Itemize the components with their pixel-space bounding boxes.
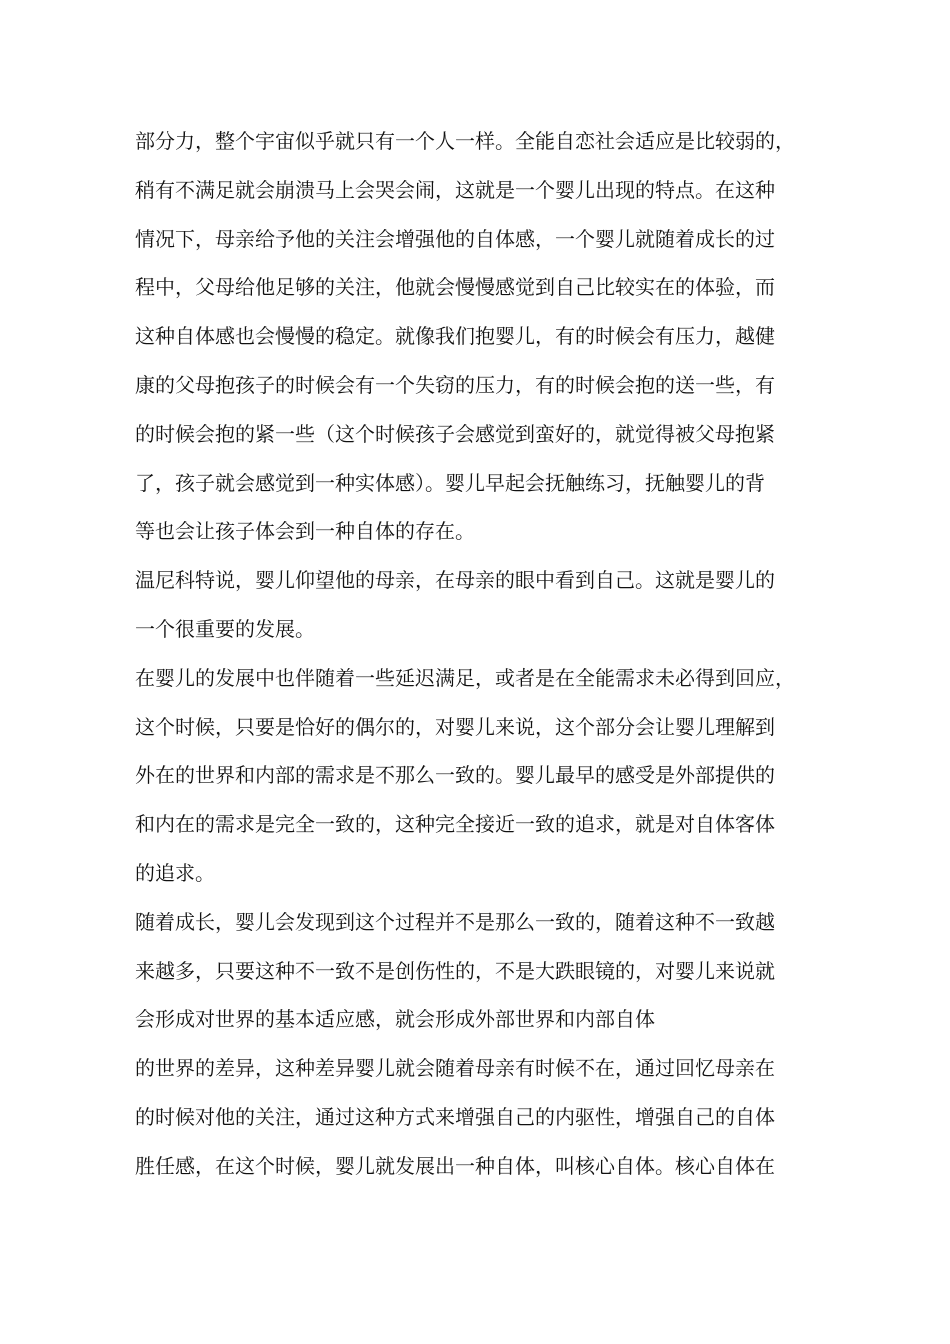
text-line: 的世界的差异，这种差异婴儿就会随着母亲有时候不在，通过回忆母亲在	[135, 1056, 775, 1081]
text-line: 情况下，母亲给予他的关注会增强他的自体感，一个婴儿就随着成长的过	[135, 226, 775, 251]
text-line: 和内在的需求是完全一致的，这种完全接近一致的追求，就是对自体客体	[135, 812, 775, 837]
text-line: 会形成对世界的基本适应感，就会形成外部世界和内部自体	[135, 1007, 655, 1032]
text-line: 的时候会抱的紧一些（这个时候孩子会感觉到蛮好的，就觉得被父母抱紧	[135, 421, 775, 446]
text-line: 康的父母抱孩子的时候会有一个失窃的压力，有的时候会抱的送一些，有	[135, 372, 775, 397]
text-line: 随着成长，婴儿会发现到这个过程并不是那么一致的，随着这种不一致越	[135, 909, 775, 934]
text-line: 一个很重要的发展。	[135, 616, 315, 641]
text-line: 来越多，只要这种不一致不是创伤性的，不是大跌眼镜的，对婴儿来说就	[135, 958, 775, 983]
text-line: 的追求。	[135, 860, 215, 885]
text-line: 这个时候，只要是恰好的偶尔的，对婴儿来说，这个部分会让婴儿理解到	[135, 714, 775, 739]
text-line: 程中，父母给他足够的关注，他就会慢慢感觉到自己比较实在的体验，而	[135, 275, 775, 300]
text-line: 稍有不满足就会崩溃马上会哭会闹，这就是一个婴儿出现的特点。在这种	[135, 177, 775, 202]
text-line: 这种自体感也会慢慢的稳定。就像我们抱婴儿，有的时候会有压力，越健	[135, 324, 775, 349]
text-line: 的时候对他的关注，通过这种方式来增强自己的内驱性，增强自己的自体	[135, 1104, 775, 1129]
text-line: 胜任感，在这个时候，婴儿就发展出一种自体，叫核心自体。核心自体在	[135, 1153, 775, 1178]
text-line: 部分力，整个宇宙似乎就只有一个人一样。全能自恋社会适应是比较弱的，	[135, 129, 795, 153]
body-text	[135, 117, 835, 1191]
text-line: 温尼科特说，婴儿仰望他的母亲，在母亲的眼中看到自己。这就是婴儿的	[135, 568, 775, 593]
text-line: 等也会让孩子体会到一种自体的存在。	[135, 519, 475, 544]
text-line: 了，孩子就会感觉到一种实体感）。婴儿早起会抚触练习，抚触婴儿的背	[135, 470, 765, 495]
text-line: 在婴儿的发展中也伴随着一些延迟满足，或者是在全能需求未必得到回应，	[135, 665, 795, 690]
text-line: 外在的世界和内部的需求是不那么一致的。婴儿最早的感受是外部提供的	[135, 763, 775, 788]
